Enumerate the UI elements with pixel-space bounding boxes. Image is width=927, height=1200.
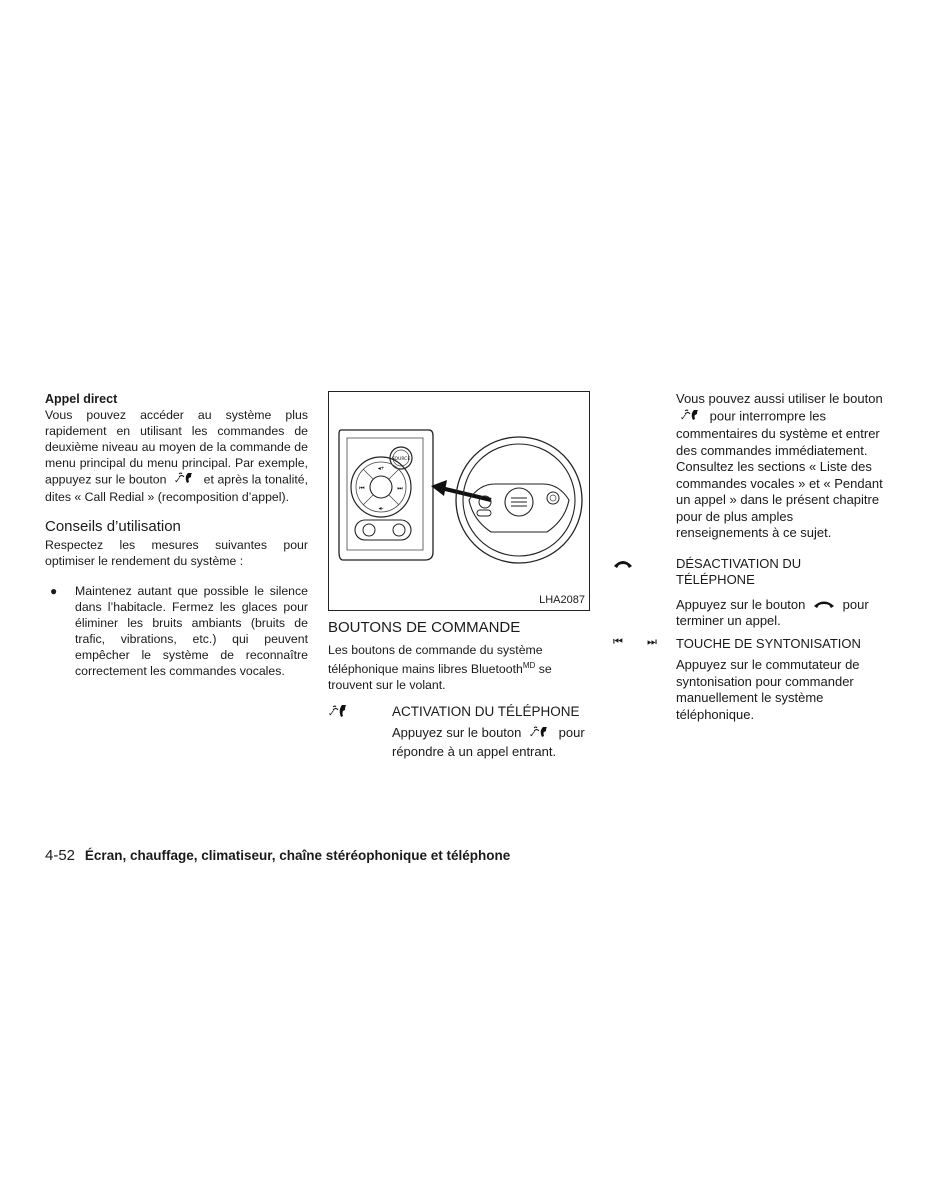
hang-up-icon	[813, 597, 835, 614]
activation-title: ACTIVATION DU TÉLÉPHONE	[392, 704, 580, 720]
seek-prev-icon: ⏮	[613, 635, 623, 648]
appel-direct-text: Vous pouvez accéder au système plus rapidement en utilisant les commandes de deuxième niveau au moyen de la commande de menu principal du menu principal. Par exemple, appuyez sur le bouton ✓ et après la tonalité, dites « Call Redial » (recomposition d’appel).	[45, 408, 308, 504]
phone-voice-icon	[328, 703, 392, 760]
syntonisation-title: TOUCHE DE SYNTONISATION	[676, 635, 861, 651]
bullet-text: Maintenez autant que possible le silence dans l’habitacle. Fermez les glaces pour éliminer les bruits ambiants (bruits de trafic, vibrations, etc.) qui peuvent empêcher le système de reconnaître correctement les commandes vocales.	[75, 584, 308, 678]
syntonisation-text: Appuyez sur le commutateur de syntonisation pour commander manuellement le système téléphonique.	[676, 657, 860, 722]
column-1	[45, 391, 308, 679]
phone-voice-icon	[529, 725, 551, 743]
activation-text: Appuyez sur le bouton ✓ pour répondre à un appel entrant.	[392, 725, 585, 759]
chapter-title: Écran, chauffage, climatiseur, chaîne stéréophonique et téléphone	[84, 848, 511, 863]
figure-label: LHA2087	[539, 594, 585, 606]
svg-text:⏮: ⏮	[359, 486, 365, 492]
section-title: BOUTONS DE COMMANDE	[328, 619, 521, 636]
list-item	[45, 583, 308, 679]
seek-next-icon: ⏭	[647, 635, 657, 648]
source-label: SOURCE	[391, 457, 411, 462]
page-footer	[45, 847, 510, 864]
section-text: Les boutons de commande du système téléphonique mains libres Bluetooth$^{MD}$ se trouvent sur le volant.	[328, 643, 552, 693]
intro-text: Vous pouvez aussi utiliser le bouton ✓ pour interrompre les commentaires du système et entrer des commandes immédiatement. Consultez les sections « Liste des commandes vocales » et « Pendant un appel » dans le présent chapitre pour de plus amples renseignements à ce sujet.	[676, 391, 883, 540]
conseils-text: Respectez les mesures suivantes pour optimiser le rendement du système :	[45, 538, 308, 568]
svg-text:◂+: ◂+	[377, 466, 385, 472]
svg-text:✓: ✓	[328, 709, 336, 720]
phone-voice-icon	[680, 408, 702, 427]
page-number: 4-52	[45, 847, 76, 864]
seek-icon	[613, 636, 676, 724]
desactivation-title: DÉSACTIVATION DU TÉLÉPHONE	[676, 555, 802, 587]
conseils-heading: Conseils d’utilisation	[45, 518, 181, 535]
bullet-dot: ●	[50, 584, 58, 598]
desactivation-text: Appuyez sur le bouton pour terminer un appel.	[676, 596, 869, 629]
phone-voice-icon	[174, 471, 196, 489]
svg-text:✓: ✓	[174, 476, 182, 485]
column-2	[328, 391, 591, 760]
activation-item	[328, 703, 591, 760]
svg-text:✓: ✓	[680, 412, 688, 422]
svg-text:✓: ✓	[529, 729, 537, 739]
desactivation-item	[613, 556, 883, 630]
syntonisation-item	[613, 636, 883, 724]
steering-wheel-figure	[328, 391, 590, 611]
appel-direct-heading: Appel direct	[45, 392, 118, 406]
svg-text:◂-: ◂-	[378, 506, 384, 512]
svg-text:⏭: ⏭	[397, 486, 403, 492]
steering-wheel-illustration	[329, 392, 589, 610]
hang-up-icon	[613, 556, 676, 630]
column-3	[613, 391, 883, 723]
